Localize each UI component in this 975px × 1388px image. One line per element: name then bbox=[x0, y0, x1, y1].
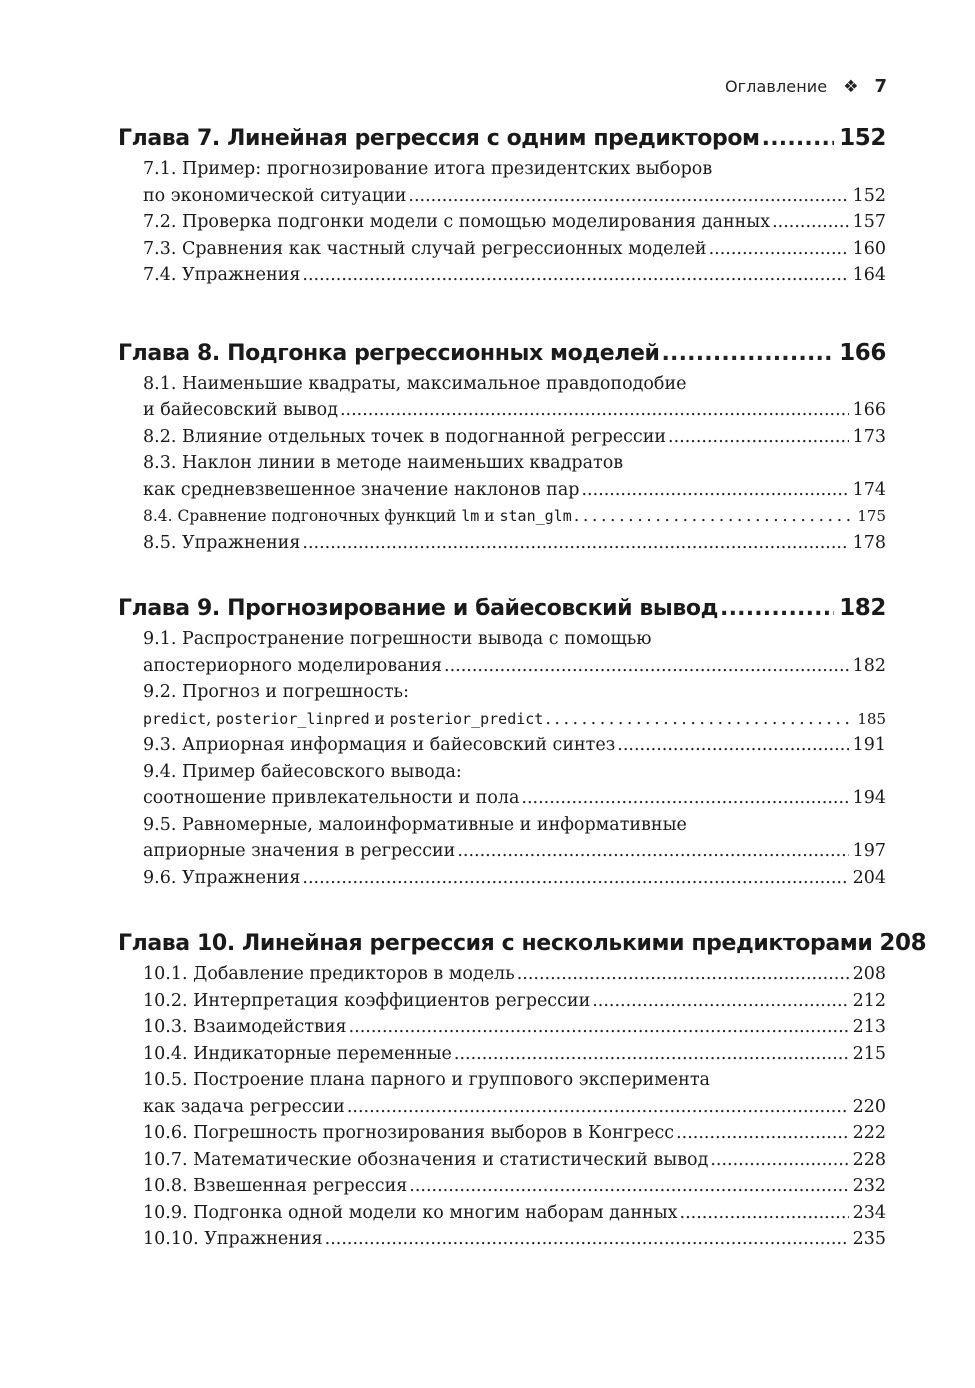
toc-entry[interactable] bbox=[118, 371, 886, 424]
entry-title-line1: 9.4. Пример байесовского вывода: bbox=[143, 761, 462, 782]
entry-page: 232 bbox=[852, 1176, 886, 1196]
entry-page: 222 bbox=[852, 1123, 886, 1143]
entry-title: 8.2. Влияние отдельных точек в подогнанной регрессии bbox=[143, 426, 667, 447]
chapter-9 bbox=[118, 590, 886, 891]
entry-page: 174 bbox=[852, 479, 886, 500]
chapter-page: 208 bbox=[879, 930, 927, 956]
toc-entry[interactable] bbox=[118, 679, 886, 732]
toc-entry[interactable] bbox=[118, 530, 886, 557]
entry-page: 220 bbox=[852, 1096, 886, 1117]
entry-title: 10.4. Индикаторные переменные bbox=[143, 1043, 452, 1064]
dot-leader bbox=[349, 1014, 849, 1041]
entry-title: 10.7. Математические обозначения и статистический вывод bbox=[143, 1149, 709, 1170]
entry-title: как задача регрессии bbox=[143, 1096, 345, 1117]
dot-leader bbox=[710, 1147, 848, 1174]
dot-leader bbox=[581, 477, 848, 504]
entry-text: и bbox=[369, 709, 390, 728]
dot-leader bbox=[709, 236, 849, 263]
entry-title: 10.10. Упражнения bbox=[143, 1229, 323, 1249]
entry-title: по экономической ситуации bbox=[143, 185, 407, 206]
chapter-title: Глава 7. Линейная регрессия с одним предиктором bbox=[118, 126, 760, 151]
entry-page: 228 bbox=[852, 1149, 886, 1170]
dot-leader bbox=[772, 209, 849, 236]
toc-entry[interactable] bbox=[118, 865, 886, 892]
entry-page: 204 bbox=[852, 867, 886, 888]
chapter-title: Глава 9. Прогнозирование и байесовский вывод bbox=[118, 596, 719, 621]
entry-page: 182 bbox=[852, 655, 886, 676]
entry-page: 166 bbox=[852, 400, 886, 420]
toc-entry[interactable] bbox=[118, 812, 886, 865]
dot-leader bbox=[325, 1226, 849, 1253]
dot-leader bbox=[720, 591, 834, 627]
entry-title-line1: 10.5. Построение плана парного и группового эксперимента bbox=[143, 1070, 710, 1090]
table-of-contents bbox=[118, 120, 927, 1287]
entry-page: 164 bbox=[852, 265, 886, 285]
entry-page: 173 bbox=[852, 426, 886, 447]
entry-title bbox=[143, 503, 572, 530]
toc-entry[interactable] bbox=[118, 626, 886, 679]
entry-page: 160 bbox=[852, 238, 886, 259]
dot-leader bbox=[762, 121, 835, 157]
toc-entry[interactable] bbox=[118, 424, 886, 451]
dot-leader bbox=[592, 988, 848, 1015]
entry-title: 10.3. Взаимодействия bbox=[143, 1017, 347, 1037]
entry-text: и bbox=[479, 507, 500, 525]
entry-page: 234 bbox=[852, 1202, 886, 1223]
entry-title: априорные значения в регрессии bbox=[143, 841, 456, 861]
entry-page: 175 bbox=[857, 507, 886, 525]
entry-title: 10.2. Интерпретация коэффициентов регрессии bbox=[143, 990, 591, 1011]
toc-entry[interactable] bbox=[118, 961, 886, 988]
entry-page: 212 bbox=[852, 990, 886, 1011]
entry-title bbox=[143, 706, 543, 733]
entry-page: 215 bbox=[852, 1043, 886, 1064]
toc-entry[interactable] bbox=[118, 1226, 886, 1253]
dot-leader bbox=[340, 397, 849, 424]
entry-text: 8.4. Сравнение подгоночных функций bbox=[143, 507, 462, 525]
toc-entry[interactable] bbox=[118, 732, 886, 759]
dot-leader bbox=[454, 1041, 849, 1068]
toc-entry[interactable] bbox=[118, 156, 886, 209]
dot-leader bbox=[408, 183, 848, 210]
dot-leader bbox=[617, 732, 848, 759]
code-stan-glm: stan_glm bbox=[499, 507, 572, 525]
entry-page: 197 bbox=[852, 841, 886, 861]
entry-title: 10.1. Добавление предикторов в модель bbox=[143, 964, 515, 984]
entry-title: 7.4. Упражнения bbox=[143, 265, 301, 285]
chapter-page: 152 bbox=[839, 125, 886, 151]
entry-page: 178 bbox=[852, 532, 886, 553]
chapter-page: 182 bbox=[839, 595, 886, 621]
entry-title: 7.3. Сравнения как частный случай регрессионных моделей bbox=[143, 238, 707, 259]
toc-entry[interactable] bbox=[118, 1041, 886, 1068]
chapter-7 bbox=[118, 120, 886, 289]
entry-title: 8.5. Упражнения bbox=[143, 532, 301, 553]
toc-entry[interactable] bbox=[118, 450, 886, 503]
dot-leader bbox=[517, 961, 849, 988]
entry-title-line1: 7.1. Пример: прогнозирование итога президентских выборов bbox=[143, 159, 713, 179]
dot-leader bbox=[545, 706, 853, 733]
chapter-title: Глава 8. Подгонка регрессионных моделей bbox=[118, 340, 660, 366]
chapter-heading[interactable] bbox=[118, 590, 886, 626]
entry-page: 191 bbox=[852, 735, 886, 755]
header-page-number: 7 bbox=[874, 76, 887, 97]
entry-page: 194 bbox=[852, 788, 886, 808]
entry-title-line1: 8.3. Наклон линии в методе наименьших квадратов bbox=[143, 453, 624, 473]
entry-title: 10.9. Подгонка одной модели ко многим наборам данных bbox=[143, 1202, 678, 1223]
entry-title: соотношение привлекательности и пола bbox=[143, 788, 520, 808]
chapter-heading[interactable] bbox=[118, 120, 886, 156]
dot-leader bbox=[676, 1120, 849, 1147]
chapter-8 bbox=[118, 335, 886, 557]
running-header bbox=[725, 76, 887, 97]
toc-entry[interactable] bbox=[118, 262, 886, 289]
dot-leader bbox=[409, 1173, 848, 1200]
entry-title-line1: 9.1. Распространение погрешности вывода с помощью bbox=[143, 629, 652, 649]
entry-title: как средневзвешенное значение наклонов пар bbox=[143, 479, 580, 500]
ornament-icon: ❖ bbox=[843, 76, 859, 97]
dot-leader bbox=[302, 865, 848, 892]
dot-leader bbox=[680, 1200, 849, 1227]
entry-page: 157 bbox=[852, 212, 886, 232]
entry-text: , bbox=[206, 709, 217, 728]
toc-entry[interactable] bbox=[118, 1067, 886, 1120]
toc-entry[interactable] bbox=[118, 236, 886, 263]
dot-leader bbox=[574, 503, 854, 530]
dot-leader bbox=[521, 785, 848, 812]
dot-leader bbox=[457, 838, 848, 865]
chapter-title: Глава 10. Линейная регрессия с несколькими предикторами bbox=[118, 931, 873, 956]
entry-title: 7.2. Проверка подгонки модели с помощью моделирования данных bbox=[143, 212, 771, 232]
code-predict: predict bbox=[143, 709, 207, 728]
chapter-heading[interactable] bbox=[118, 335, 886, 371]
entry-page: 208 bbox=[852, 964, 886, 984]
toc-entry[interactable] bbox=[118, 503, 886, 530]
toc-entry[interactable] bbox=[118, 1147, 886, 1174]
code-posterior-predict: posterior_predict bbox=[389, 709, 544, 728]
entry-title: 10.8. Взвешенная регрессия bbox=[143, 1176, 408, 1196]
entry-title-line1: 8.1. Наименьшие квадраты, максимальное правдоподобие bbox=[143, 373, 687, 394]
entry-page: 235 bbox=[852, 1229, 886, 1249]
entry-page: 152 bbox=[852, 185, 886, 206]
entry-title: апостериорного моделирования bbox=[143, 655, 442, 676]
code-posterior-linpred: posterior_linpred bbox=[216, 709, 370, 728]
chapter-page: 166 bbox=[839, 339, 886, 366]
toc-entry[interactable] bbox=[118, 209, 886, 236]
entry-title: и байесовский вывод bbox=[143, 400, 338, 420]
dot-leader bbox=[662, 336, 835, 372]
entry-page: 213 bbox=[852, 1017, 886, 1037]
toc-entry[interactable] bbox=[118, 1120, 886, 1147]
toc-entry[interactable] bbox=[118, 1173, 886, 1200]
code-lm: lm bbox=[461, 507, 480, 525]
toc-entry[interactable] bbox=[118, 759, 886, 812]
entry-title-line1: 9.2. Прогноз и погрешность: bbox=[143, 682, 409, 702]
entry-title: 9.6. Упражнения bbox=[143, 867, 301, 888]
chapter-10 bbox=[118, 925, 927, 1253]
dot-leader bbox=[302, 530, 848, 557]
entry-title-line1: 9.5. Равномерные, малоинформативные и информативные bbox=[143, 814, 687, 835]
entry-title: 9.3. Априорная информация и байесовский синтез bbox=[143, 735, 616, 755]
toc-entry[interactable] bbox=[118, 1014, 886, 1041]
header-title: Оглавление bbox=[724, 77, 828, 96]
dot-leader bbox=[347, 1094, 849, 1121]
entry-title: 10.6. Погрешность прогнозирования выборов в Конгресс bbox=[143, 1123, 675, 1143]
toc-entry[interactable] bbox=[118, 988, 886, 1015]
toc-entry[interactable] bbox=[118, 1200, 886, 1227]
entry-page: 185 bbox=[857, 709, 886, 728]
dot-leader bbox=[302, 262, 848, 289]
dot-leader bbox=[668, 424, 849, 451]
dot-leader bbox=[444, 653, 849, 680]
chapter-heading[interactable] bbox=[118, 925, 927, 961]
